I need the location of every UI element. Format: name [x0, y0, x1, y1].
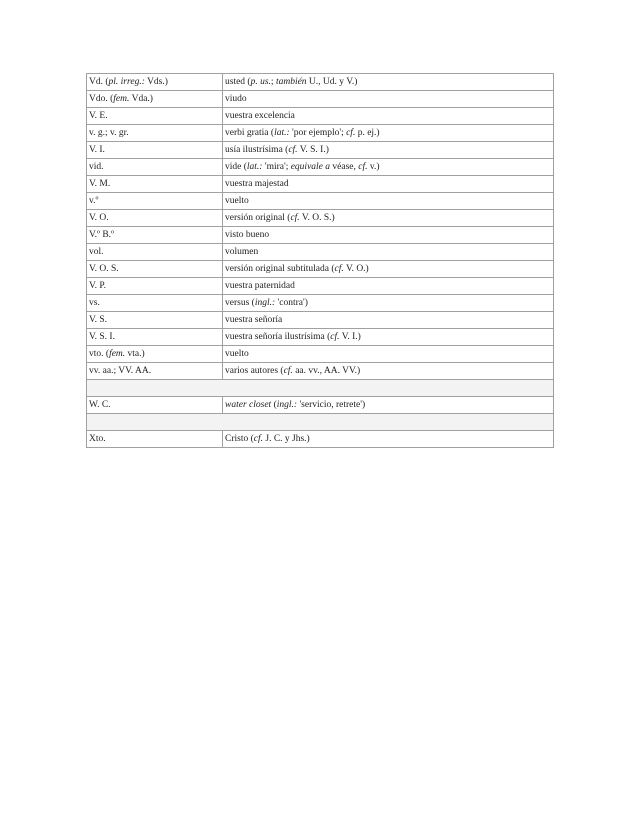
text: vuestra excelencia	[225, 111, 295, 121]
italic-text: cf.	[346, 128, 356, 138]
table-row	[87, 312, 554, 329]
abbreviation-cell	[87, 261, 223, 278]
abbreviation-cell	[87, 431, 223, 448]
text: vv. aa.; VV. AA.	[89, 366, 152, 376]
table-row	[87, 210, 554, 227]
abbreviation-cell	[87, 193, 223, 210]
text: V. S.	[89, 315, 108, 325]
text: verbi gratia (	[225, 128, 275, 138]
meaning-cell	[223, 74, 554, 91]
text: (	[271, 400, 277, 410]
text: V. O. S.)	[299, 213, 335, 223]
abbreviation-cell	[87, 397, 223, 414]
meaning-cell	[223, 142, 554, 159]
meaning-cell	[223, 210, 554, 227]
text: Vda.)	[129, 94, 153, 104]
text: 'contra')	[275, 298, 308, 308]
text: v.)	[367, 162, 380, 172]
abbreviation-cell	[87, 227, 223, 244]
text: Xto.	[89, 434, 106, 444]
italic-text: cf.	[253, 434, 263, 444]
text: vid.	[89, 162, 104, 172]
meaning-cell	[223, 295, 554, 312]
text: V. O.)	[343, 264, 369, 274]
text: vuelto	[225, 349, 249, 359]
spacer-row	[87, 380, 554, 397]
text: Vdo. (	[89, 94, 114, 104]
text: 'por ejemplo';	[289, 128, 347, 138]
italic-text: lat.:	[274, 128, 290, 138]
text: versus (	[225, 298, 255, 308]
table-row	[87, 431, 554, 448]
text: vol.	[89, 247, 104, 257]
italic-text: fem.	[109, 349, 126, 359]
meaning-cell	[223, 193, 554, 210]
abbreviation-cell	[87, 363, 223, 380]
meaning-cell	[223, 278, 554, 295]
italic-text: cf.	[334, 264, 344, 274]
meaning-cell	[223, 108, 554, 125]
italic-text: cf.	[290, 213, 300, 223]
meaning-cell	[223, 91, 554, 108]
abbreviation-cell	[87, 91, 223, 108]
italic-text: cf.	[358, 162, 368, 172]
table-row	[87, 346, 554, 363]
abbreviation-cell	[87, 244, 223, 261]
abbreviation-cell	[87, 159, 223, 176]
spacer-row	[87, 414, 554, 431]
text: aa. vv., AA. VV.)	[292, 366, 361, 376]
text: véase,	[330, 162, 359, 172]
italic-text: fem.	[113, 94, 130, 104]
table-row	[87, 125, 554, 142]
text: vuestra señoría	[225, 315, 283, 325]
text: vide (	[225, 162, 247, 172]
italic-text: cf.	[283, 366, 293, 376]
text: 'servicio, retrete')	[297, 400, 366, 410]
text: V. P.	[89, 281, 106, 291]
abbreviation-cell	[87, 125, 223, 142]
table-row	[87, 193, 554, 210]
table-row	[87, 176, 554, 193]
meaning-cell	[223, 312, 554, 329]
abbreviation-cell	[87, 176, 223, 193]
text: vuelto	[225, 196, 249, 206]
italic-text: cf.	[330, 332, 340, 342]
text: V.º B.º	[89, 230, 114, 240]
text: V. O. S.	[89, 264, 119, 274]
italic-text: p. us.	[250, 77, 271, 87]
table-row	[87, 261, 554, 278]
abbreviation-cell	[87, 295, 223, 312]
text: usía ilustrísima (	[225, 145, 289, 155]
abbreviations-table	[86, 73, 554, 448]
text: viudo	[225, 94, 247, 104]
abbreviation-cell	[87, 108, 223, 125]
text: V. I.	[89, 145, 105, 155]
italic-text: cf.	[288, 145, 298, 155]
text: p. ej.)	[355, 128, 380, 138]
text: usted (	[225, 77, 251, 87]
text: versión original (	[225, 213, 291, 223]
abbreviation-cell	[87, 346, 223, 363]
table-row	[87, 108, 554, 125]
italic-text: lat.:	[246, 162, 263, 172]
spacer-cell	[87, 414, 554, 431]
meaning-cell	[223, 363, 554, 380]
text: vuestra majestad	[225, 179, 289, 189]
table-row	[87, 278, 554, 295]
table-row	[87, 159, 554, 176]
text: vuestra señoría ilustrísima (	[225, 332, 331, 342]
abbreviation-cell	[87, 142, 223, 159]
italic-text: equivale a	[290, 162, 331, 172]
table-row	[87, 397, 554, 414]
meaning-cell	[223, 397, 554, 414]
italic-text: pl. irreg.:	[108, 77, 145, 87]
text: versión original subtitulada (	[225, 264, 335, 274]
text: U., Ud. y V.)	[306, 77, 358, 87]
text: vta.)	[125, 349, 145, 359]
text: vuestra paternidad	[225, 281, 295, 291]
spacer-cell	[87, 380, 554, 397]
table-row	[87, 244, 554, 261]
text: V. E.	[89, 111, 108, 121]
text: vto. (	[89, 349, 110, 359]
text: V. S. I.	[89, 332, 115, 342]
text: W. C.	[89, 400, 111, 410]
text: J. C. y Jhs.)	[263, 434, 310, 444]
italic-text: ingl.:	[276, 400, 298, 410]
table-row	[87, 142, 554, 159]
meaning-cell	[223, 431, 554, 448]
table-row	[87, 295, 554, 312]
text: Vds.)	[144, 77, 168, 87]
text: volumen	[225, 247, 259, 257]
meaning-cell	[223, 227, 554, 244]
table-row	[87, 74, 554, 91]
abbreviation-cell	[87, 329, 223, 346]
meaning-cell	[223, 329, 554, 346]
abbreviations-table-body	[87, 74, 554, 448]
meaning-cell	[223, 244, 554, 261]
text: V. I.)	[339, 332, 361, 342]
abbreviation-cell	[87, 210, 223, 227]
text: V. M.	[89, 179, 111, 189]
text: v. g.; v. gr.	[89, 128, 129, 138]
meaning-cell	[223, 159, 554, 176]
meaning-cell	[223, 346, 554, 363]
meaning-cell	[223, 176, 554, 193]
italic-text: también	[275, 77, 307, 87]
table-row	[87, 227, 554, 244]
text: ;	[270, 77, 276, 87]
italic-text: ingl.:	[254, 298, 276, 308]
abbreviation-cell	[87, 74, 223, 91]
text: V. O.	[89, 213, 109, 223]
text: Vd. (	[89, 77, 109, 87]
text: visto bueno	[225, 230, 270, 240]
table-row	[87, 363, 554, 380]
abbreviation-cell	[87, 312, 223, 329]
text: V. S. I.)	[297, 145, 329, 155]
text: Cristo (	[225, 434, 254, 444]
abbreviation-cell	[87, 278, 223, 295]
meaning-cell	[223, 125, 554, 142]
table-row	[87, 91, 554, 108]
meaning-cell	[223, 261, 554, 278]
text: v.º	[89, 196, 99, 206]
italic-text: water closet	[225, 400, 272, 410]
text: 'mira';	[262, 162, 291, 172]
text: vs.	[89, 298, 100, 308]
table-row	[87, 329, 554, 346]
text: varios autores (	[225, 366, 284, 376]
